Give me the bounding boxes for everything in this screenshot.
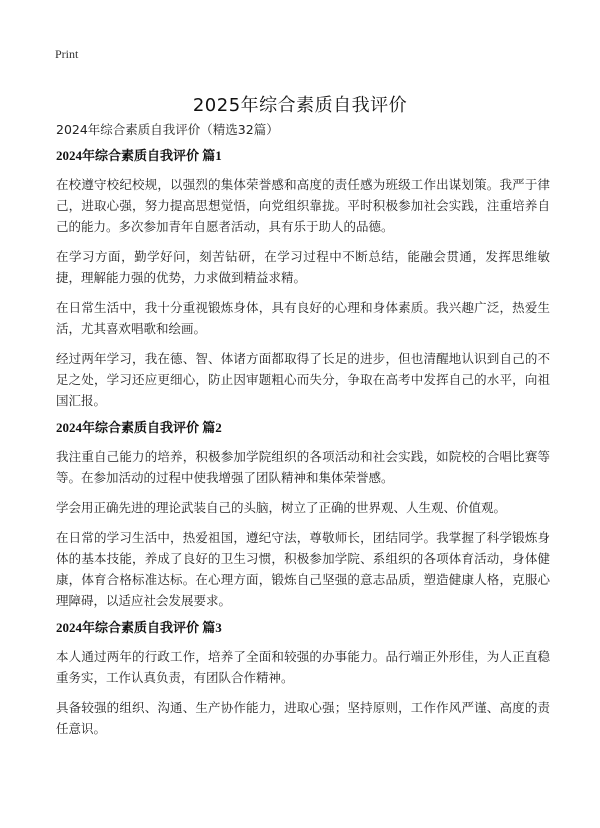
paragraph: 在学习方面，勤学好问，刻苦钻研，在学习过程中不断总结，能融会贯通，发挥思维敏捷，理解能力强的优势，力求做到精益求精。 bbox=[56, 249, 550, 285]
section-heading: 2024年综合素质自我评价 篇1 bbox=[56, 148, 222, 163]
paragraph: 我注重自己能力的培养，积极参加学院组织的各项活动和社会实践，如院校的合唱比赛等等。在参加活动的过程中使我增强了团队精神和集体荣誉感。 bbox=[56, 449, 550, 485]
paragraph: 学会用正确先进的理论武装自己的头脑，树立了正确的世界观、人生观、价值观。 bbox=[56, 500, 507, 515]
paragraph: 在校遵守校纪校规，以强烈的集体荣誉感和高度的责任感为班级工作出谋划策。我严于律己，进取心强，努力提高思想觉悟，向党组织靠拢。平时积极参加社会实践，注重培养自己的能力。多次参加青年自愿者活动，具有乐于助人的品德。 bbox=[56, 177, 550, 234]
paragraph: 本人通过两年的行政工作，培养了全面和较强的办事能力。品行端正外形佳，为人正直稳重务实，工作认真负责，有团队合作精神。 bbox=[56, 649, 550, 685]
section-1 bbox=[56, 148, 550, 411]
document-subtitle: 2024年综合素质自我评价（精选32篇） bbox=[56, 122, 279, 137]
paragraph: 在日常生活中，我十分重视锻炼身体，具有良好的心理和身体素质。我兴趣广泛，热爱生活，尤其喜欢唱歌和绘画。 bbox=[56, 300, 550, 336]
document-body bbox=[56, 122, 550, 748]
print-label: Print bbox=[55, 47, 79, 61]
paragraph: 经过两年学习，我在德、智、体诸方面都取得了长足的进步，但也清醒地认识到自己的不足之处，学习还应更细心，防止因审题粗心而失分，争取在高考中发挥自己的水平，向祖国汇报。 bbox=[56, 351, 550, 408]
section-2 bbox=[56, 420, 550, 611]
paragraph: 在日常的学习生活中，热爱祖国，遵纪守法，尊敬师长，团结同学。我掌握了科学锻炼身体的基本技能，养成了良好的卫生习惯，积极参加学院、系组织的各项体育活动，身体健康，体育合格标准达标。在心理方面，锻炼自己坚强的意志品质，塑造健康人格，克服心理障碍，以适应社会发展要求。 bbox=[56, 530, 550, 608]
section-heading: 2024年综合素质自我评价 篇3 bbox=[56, 620, 222, 635]
page-title: 2025年综合素质自我评价 bbox=[192, 95, 408, 117]
section-heading: 2024年综合素质自我评价 篇2 bbox=[56, 420, 222, 435]
paragraph: 具备较强的组织、沟通、生产协作能力，进取心强；坚持原则，工作作风严谨、高度的责任意识。 bbox=[56, 700, 550, 736]
section-3 bbox=[56, 620, 550, 739]
